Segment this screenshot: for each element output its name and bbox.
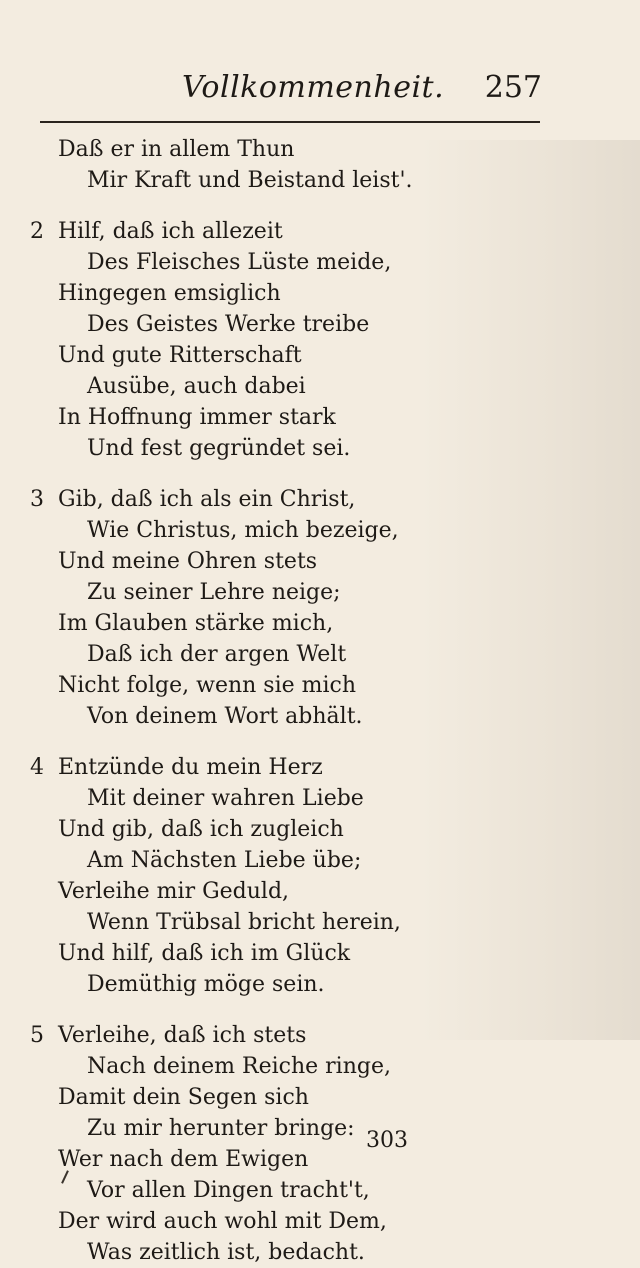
verse-line: In Hoffnung immer stark — [58, 405, 336, 430]
verse-line: Nach deinem Reiche ringe, — [87, 1054, 391, 1079]
verse-line: Damit dein Segen sich — [58, 1085, 309, 1110]
verse-line: Mit deiner wahren Liebe — [87, 786, 364, 811]
stanza-3 — [30, 484, 450, 732]
verse-line: Zu seiner Lehre neige; — [87, 580, 341, 605]
stanza-number: 4 — [30, 755, 44, 780]
verse-line: Wer nach dem Ewigen — [58, 1147, 309, 1172]
hymn-verses — [30, 134, 450, 1268]
verse-line: Wenn Trübsal bricht herein, — [87, 910, 401, 935]
stanza-number: 2 — [30, 219, 44, 244]
signature-number: 303 — [366, 1128, 408, 1153]
verse-line: Verleihe mir Geduld, — [58, 879, 290, 904]
verse-line: Und meine Ohren stets — [58, 549, 318, 574]
verse-line: Im Glauben stärke mich, — [58, 611, 334, 636]
stanza-1-continuation — [30, 134, 450, 196]
verse-line: 3 Gib, daß ich als ein Christ, — [30, 484, 450, 515]
stanza-number: 5 — [30, 1023, 44, 1048]
verse-line: Und hilf, daß ich im Glück — [58, 941, 351, 966]
stanza-number: 3 — [30, 487, 44, 512]
header-rule — [40, 121, 540, 123]
verse-line: 2 Hilf, daß ich allezeit — [30, 216, 450, 247]
verse-line: Der wird auch wohl mit Dem, — [58, 1209, 387, 1234]
stanza-2 — [30, 216, 450, 464]
verse-line: Und fest gegründet sei. — [87, 436, 351, 461]
verse-line: Nicht folge, wenn sie mich — [58, 673, 357, 698]
page-header — [182, 70, 542, 110]
verse-line: Am Nächsten Liebe übe; — [87, 848, 362, 873]
verse-line: 5 Verleihe, daß ich stets — [30, 1020, 450, 1051]
verse-line: Mir Kraft und Beistand leist'. — [87, 168, 413, 193]
verse-line: Und gute Ritterschaft — [58, 343, 302, 368]
verse-line: Daß er in allem Thun — [58, 137, 295, 162]
verse-line: Ausübe, auch dabei — [87, 374, 306, 399]
verse-line: Des Fleisches Lüste meide, — [87, 250, 392, 275]
verse-line: Wie Christus, mich bezeige, — [87, 518, 399, 543]
verse-line: Daß ich der argen Welt — [87, 642, 347, 667]
show-through-shadow — [420, 140, 640, 1040]
stanza-4 — [30, 752, 450, 1000]
page-number: 257 — [484, 70, 542, 105]
verse-line: Vor allen Dingen tracht't, — [87, 1178, 370, 1203]
verse-line: Von deinem Wort abhält. — [87, 704, 363, 729]
verse-line: Zu mir herunter bringe: — [87, 1116, 355, 1141]
verse-line: 4 Entzünde du mein Herz — [30, 752, 450, 783]
verse-line: Und gib, daß ich zugleich — [58, 817, 344, 842]
running-title: Vollkommenheit. — [182, 70, 445, 105]
verse-line: Hingegen emsiglich — [58, 281, 281, 306]
verse-line: Des Geistes Werke treibe — [87, 312, 370, 337]
verse-line: Demüthig möge sein. — [87, 972, 325, 997]
verse-line: Was zeitlich ist, bedacht. — [87, 1240, 365, 1265]
